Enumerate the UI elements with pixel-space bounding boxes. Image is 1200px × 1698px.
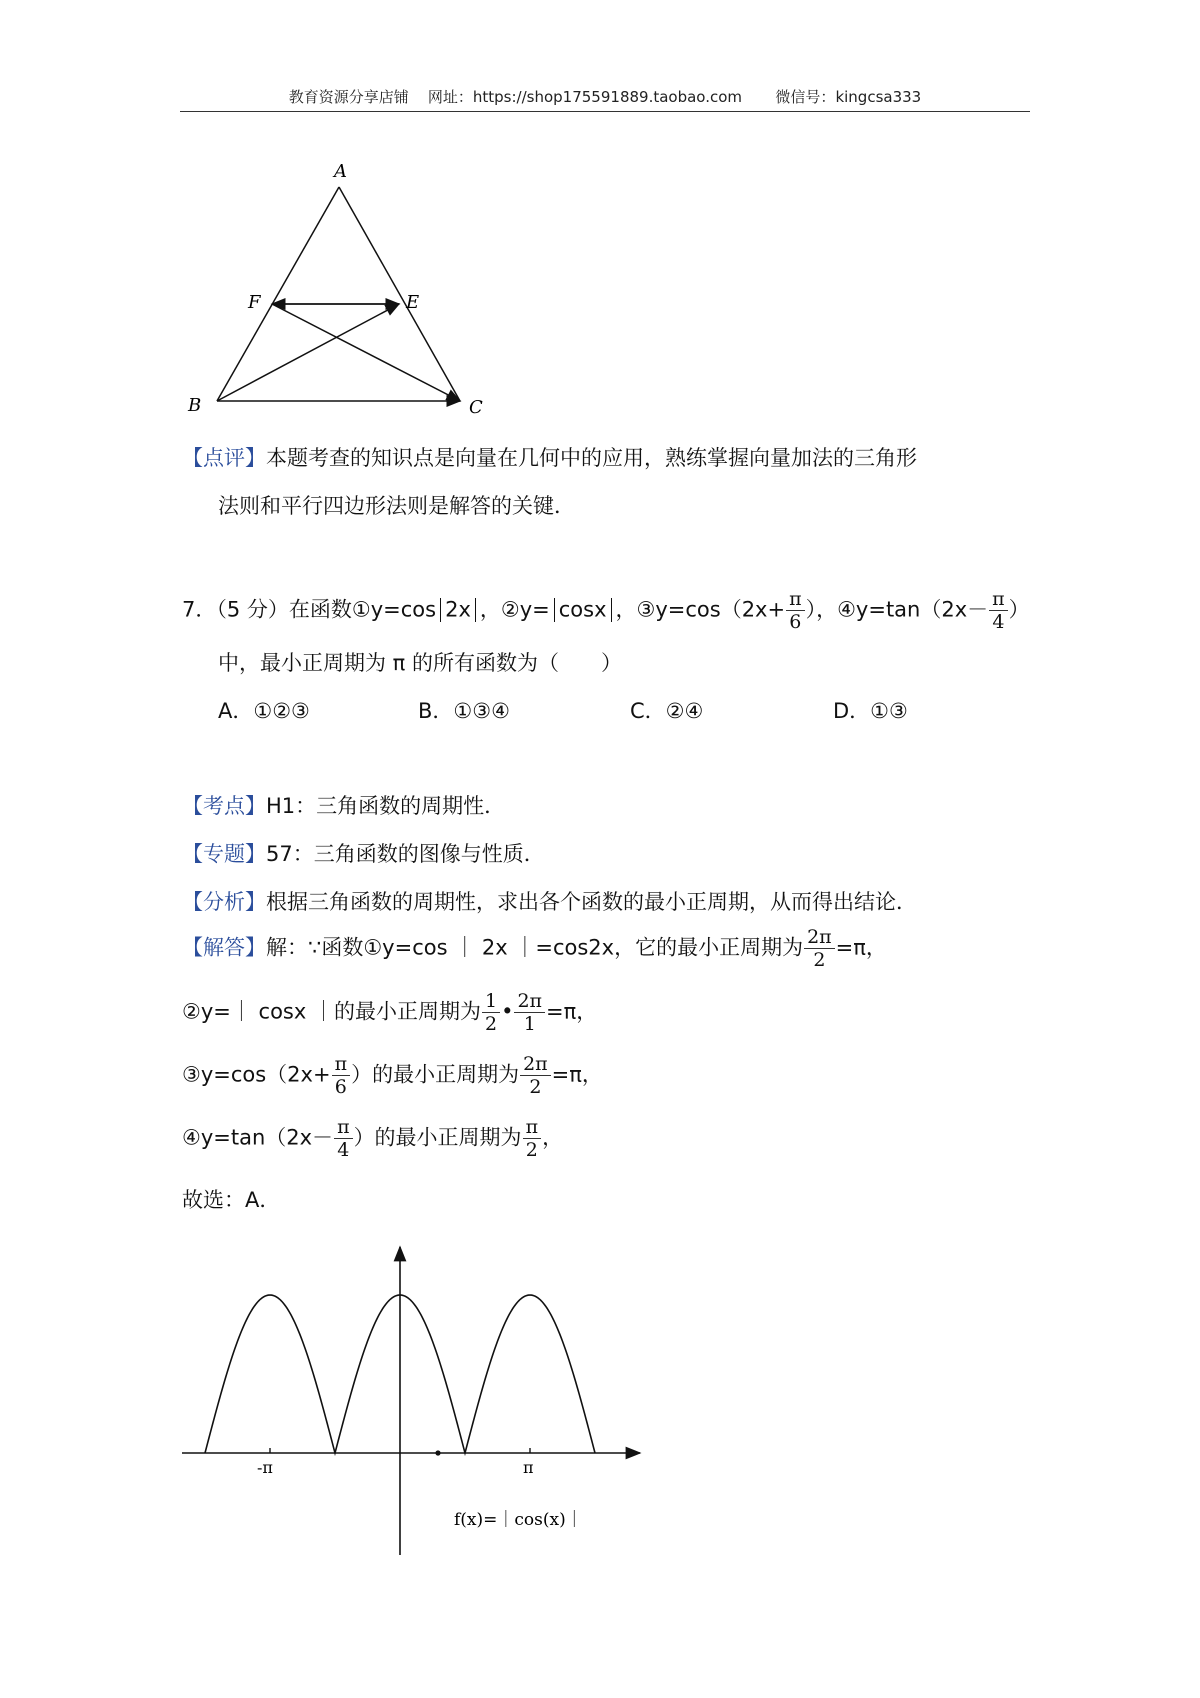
comment-line-2: 法则和平行四边形法则是解答的关键． [218,494,575,518]
jieda-text-3a: ③y=cos（2x+ [182,1062,331,1087]
jieda-tag: 【解答】 [182,935,266,960]
jieda-text-4b: ）的最小正周期为 [353,1125,522,1150]
label-e: E [406,292,420,313]
zhuanti-text: 57：三角函数的图像与性质． [266,842,545,866]
question-f2: cosx [558,597,607,622]
jieda-frac-2pi-2: $\frac{2\pi}{2}$ [804,926,835,971]
jieda-frac-pi-6: $\frac{\pi}{6}$ [332,1053,351,1098]
jieda-text-1b: =π， [835,935,887,960]
question-f1: 2x [445,597,471,622]
question-line-1 [182,588,1030,633]
kaodian-text: H1：三角函数的周期性． [266,794,506,818]
shop-url[interactable]: https://shop175591889.taobao.com [472,88,743,106]
graph-caption: f(x)=｜cos(x)｜ [454,1510,583,1530]
page-header [180,86,1030,107]
fenxi-text: 根据三角函数的周期性，求出各个函数的最小正周期，从而得出结论． [266,890,917,914]
option-c[interactable]: C．②④ [630,699,704,723]
jieda-text-4a: ④y=tan（2x－ [182,1125,334,1150]
jieda-line-3 [182,1053,603,1098]
zhuanti-tag: 【专题】 [182,842,266,866]
jieda-text-3c: =π， [551,1062,603,1087]
question-frac-pi-4: $\frac{\pi}{4}$ [989,588,1008,633]
label-f: F [248,292,261,313]
jieda-text-2a: ②y=｜ cosx ｜的最小正周期为 [182,999,481,1024]
jieda-text-4c: ， [542,1125,564,1150]
jieda-line-4 [182,1116,563,1161]
jieda-frac-2pi-1: $\frac{2\pi}{1}$ [514,990,545,1035]
jieda-text-1a: 解：∵函数①y=cos ｜ 2x ｜=cos2x，它的最小正周期为 [266,935,804,960]
zhuanti-line [182,840,545,868]
url-label: 网址： [427,88,473,106]
comment-text-1: 本题考查的知识点是向量在几何中的应用，熟练掌握向量加法的三角形 [266,446,917,470]
conclusion-line: 故选：A． [182,1188,281,1212]
question-line-2: 中，最小正周期为 π 的所有函数为（ ） [218,651,622,675]
jieda-text-3b: ）的最小正周期为 [351,1062,520,1087]
abs-cos-graph [180,1235,650,1565]
label-b: B [188,395,202,416]
header-divider [180,111,1030,112]
wechat-id: kingcsa333 [835,88,922,106]
question-sep3: ），④y=tan（2x－ [805,597,989,622]
tick-pi: π [523,1458,534,1477]
jieda-dot: • [501,999,514,1024]
jieda-text-2b: =π， [546,999,598,1024]
triangle-figure [180,155,500,425]
axis-point [435,1450,440,1455]
jieda-frac-1-2: $\frac{1}{2}$ [482,990,500,1035]
question-sep2: ，③y=cos（2x+ [615,597,786,622]
kaodian-line [182,792,505,820]
label-c: C [469,397,483,418]
comment-line-1 [182,444,917,472]
question-frac-pi-6: $\frac{\pi}{6}$ [786,588,805,633]
question-sep4: ） [1008,597,1030,622]
fenxi-line [182,888,917,916]
tick-neg-pi: -π [257,1458,273,1477]
option-a[interactable]: A．①②③ [218,699,310,723]
kaodian-tag: 【考点】 [182,794,266,818]
jieda-frac-2pi-2b: $\frac{2\pi}{2}$ [520,1053,551,1098]
jieda-frac-pi-2: $\frac{\pi}{2}$ [523,1116,542,1161]
label-a: A [334,161,347,182]
shop-name: 教育资源分享店铺 [288,88,409,106]
jieda-line-2 [182,990,597,1035]
comment-tag: 【点评】 [182,446,266,470]
option-d[interactable]: D．①③ [833,699,908,723]
question-prefix: 7．（5 分）在函数①y=cos [182,597,437,622]
wechat-label: 微信号： [775,88,836,106]
jieda-line-1 [182,926,887,971]
question-sep1: ，②y= [479,597,550,622]
side-ac [339,187,460,401]
fenxi-tag: 【分析】 [182,890,266,914]
jieda-frac-pi-4: $\frac{\pi}{4}$ [334,1116,353,1161]
option-b[interactable]: B．①③④ [418,699,510,723]
